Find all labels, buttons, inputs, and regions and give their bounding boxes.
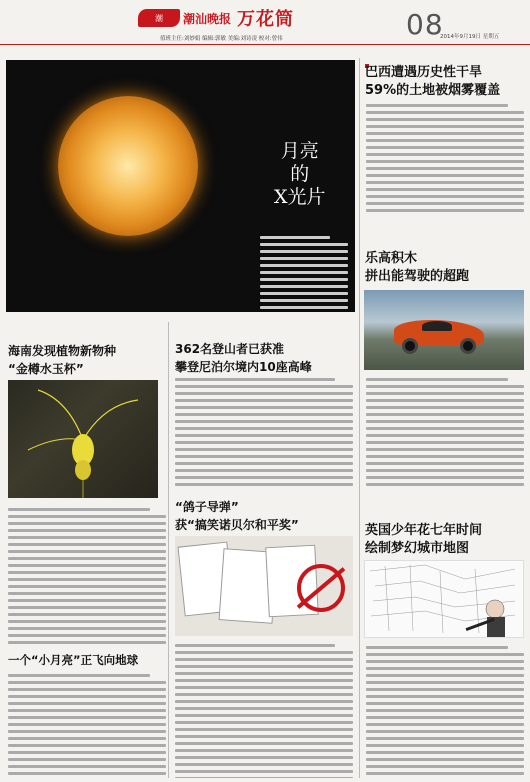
issue-date: 2014年9月19日 星期五 bbox=[440, 34, 500, 40]
column-divider-left bbox=[168, 322, 169, 778]
masthead bbox=[0, 0, 530, 42]
pigeon-stamps-photo bbox=[175, 536, 353, 636]
editors-line: 值班主任:刘妙娟 编辑:郭敏 美编:刘诗凌 校对:曾伟 bbox=[160, 36, 283, 42]
car-window bbox=[422, 321, 452, 331]
hero-photo bbox=[6, 60, 355, 312]
map-sketch bbox=[365, 561, 524, 638]
hero-title: 月亮 的 X光片 bbox=[274, 140, 326, 208]
logo-badge bbox=[138, 9, 180, 27]
lego-body bbox=[366, 378, 524, 488]
orchid-flower bbox=[8, 380, 158, 498]
page-number: 08 bbox=[406, 8, 444, 41]
brazil-body bbox=[366, 104, 524, 214]
car-wheel bbox=[460, 338, 476, 354]
logo-badge-text: 潮 bbox=[155, 13, 163, 23]
car-wheel bbox=[402, 338, 418, 354]
plant-title: 海南发现植物新物种 “金樽水玉杯” bbox=[8, 344, 117, 376]
section-name: 万花筒 bbox=[237, 9, 295, 30]
column-divider-right bbox=[359, 58, 360, 778]
orchid-photo bbox=[8, 380, 158, 498]
mountain-body bbox=[175, 378, 353, 488]
boy-map-title: 英国少年花七年时间 绘制梦幻城市地图 bbox=[365, 523, 483, 556]
boy-map-body bbox=[366, 646, 524, 776]
small-moon-body bbox=[8, 674, 166, 778]
plant-body bbox=[8, 508, 166, 648]
small-moon-title: 一个“小月亮”正飞向地球 bbox=[8, 653, 139, 667]
boy-map-photo bbox=[364, 560, 524, 638]
hero-caption bbox=[260, 236, 348, 310]
pigeon-body bbox=[175, 644, 353, 778]
masthead-rule bbox=[0, 44, 530, 45]
newspaper-logo bbox=[138, 6, 294, 30]
brazil-title: 巴西遭遇历史性干旱 59%的土地被烟雾覆盖 bbox=[365, 65, 501, 98]
pigeon-title: “鸽子导弹” 获“搞笑诺贝尔和平奖” bbox=[175, 500, 299, 532]
lego-car-photo bbox=[364, 290, 524, 370]
lego-title: 乐高积木 拼出能驾驶的超跑 bbox=[365, 251, 470, 284]
mountain-title: 362名登山者已获准 攀登尼泊尔境内10座高峰 bbox=[175, 342, 312, 374]
paper-name: 潮汕晚报 bbox=[183, 11, 232, 26]
moon-xray-image bbox=[58, 96, 198, 236]
